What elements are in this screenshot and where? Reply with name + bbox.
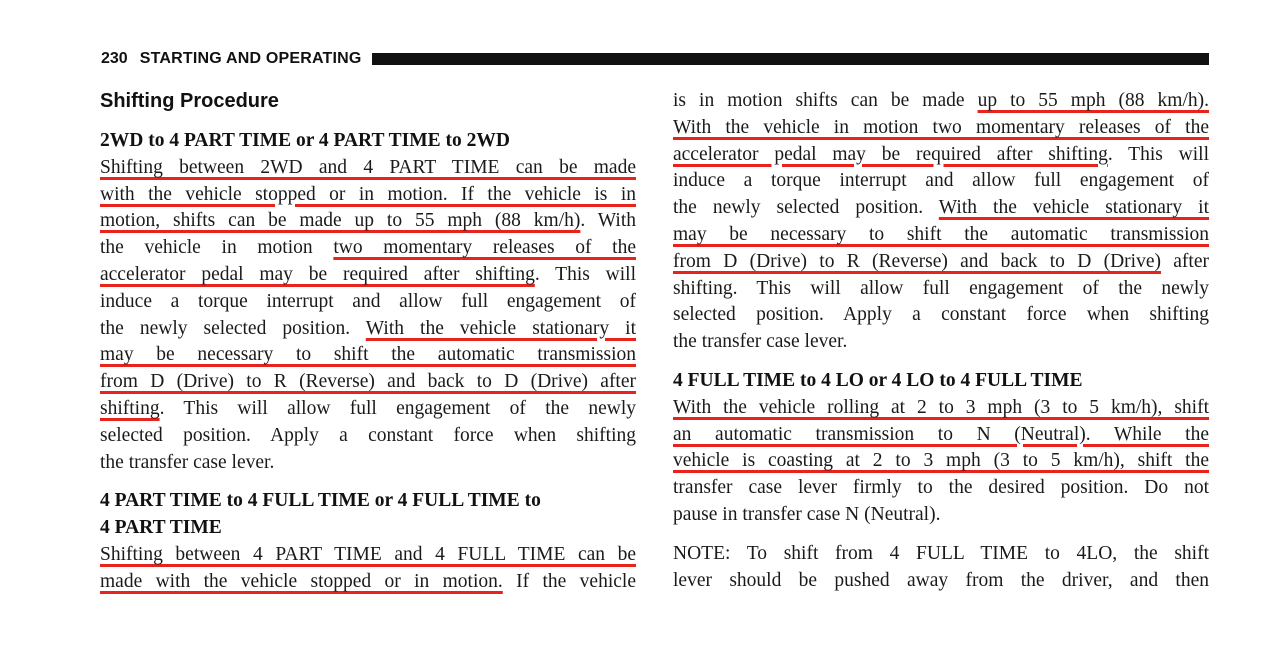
text-line bbox=[673, 448, 1209, 475]
highlighted-text: made with the vehicle stopped or in motion. bbox=[100, 570, 503, 592]
right-column bbox=[673, 88, 1209, 594]
subheading-4parttime-4fulltime-cont: 4 PART TIME bbox=[100, 517, 222, 539]
left-column bbox=[100, 88, 636, 596]
text-line bbox=[100, 289, 636, 316]
text-line bbox=[673, 142, 1209, 169]
text-line bbox=[100, 262, 636, 289]
plain-text: the transfer case lever. bbox=[673, 331, 848, 353]
note-text: lever should be pushed away from the driver, and then bbox=[673, 569, 1209, 591]
subheading-2wd-4parttime: 2WD to 4 PART TIME or 4 PART TIME to 2WD bbox=[100, 130, 510, 151]
highlighted-text: vehicle is coasting at 2 to 3 mph (3 to 5 km/h), shift the bbox=[673, 450, 1209, 472]
highlighted-text: Shifting between 4 PART TIME and 4 FULL TIME can be bbox=[100, 543, 636, 565]
highlighted-text: two momentary releases of the bbox=[333, 237, 636, 259]
text-line bbox=[673, 222, 1209, 249]
highlighted-text: With the vehicle stationary it bbox=[365, 317, 636, 339]
highlighted-text: may be necessary to shift the automatic transmission bbox=[100, 344, 636, 366]
text-line bbox=[673, 276, 1209, 303]
highlighted-text: accelerator pedal may be required after shifting bbox=[673, 143, 1108, 165]
plain-text: If the vehicle bbox=[502, 570, 636, 592]
text-line bbox=[100, 182, 636, 209]
plain-text: the vehicle in motion bbox=[100, 237, 334, 259]
plain-text: the transfer case lever. bbox=[100, 451, 275, 473]
text-line bbox=[673, 329, 1209, 356]
highlighted-text: With the vehicle in motion two momentary releases of the bbox=[673, 116, 1209, 138]
text-line bbox=[100, 569, 636, 596]
text-line bbox=[100, 342, 636, 369]
highlighted-text: With the vehicle stationary it bbox=[938, 197, 1209, 219]
text-line bbox=[100, 208, 636, 235]
plain-text: . With bbox=[580, 210, 636, 232]
text-line bbox=[100, 542, 636, 569]
page-header bbox=[101, 50, 1209, 68]
text-line bbox=[100, 369, 636, 396]
highlighted-text: accelerator pedal may be required after shifting bbox=[100, 263, 535, 285]
text-line bbox=[673, 422, 1209, 449]
text-line bbox=[100, 155, 636, 182]
text-line bbox=[100, 316, 636, 343]
plain-text: transfer case lever firmly to the desired position. Do not bbox=[673, 477, 1209, 499]
note-text: NOTE: To shift from 4 FULL TIME to 4LO, the shift bbox=[673, 542, 1209, 564]
plain-text: the newly selected position. bbox=[100, 317, 366, 339]
highlighted-text: With the vehicle rolling at 2 to 3 mph (3 to 5 km/h), shift bbox=[673, 396, 1209, 418]
plain-text: induce a torque interrupt and allow full engagement of bbox=[673, 170, 1209, 192]
text-line bbox=[673, 115, 1209, 142]
subheading-4fulltime-4lo: 4 FULL TIME to 4 LO or 4 LO to 4 FULL TIME bbox=[673, 369, 1083, 391]
section-title: Shifting Procedure bbox=[100, 90, 279, 112]
text-line bbox=[100, 423, 636, 450]
plain-text: the newly selected position. bbox=[673, 197, 939, 219]
text-line bbox=[673, 502, 1209, 529]
header-rule bbox=[372, 53, 1209, 65]
highlighted-text: may be necessary to shift the automatic transmission bbox=[673, 223, 1209, 245]
text-line bbox=[673, 475, 1209, 502]
note-line bbox=[673, 568, 1209, 595]
highlighted-text: from D (Drive) to R (Reverse) and back to D (Drive) bbox=[673, 250, 1161, 272]
plain-text: shifting. This will allow full engagement of the newly bbox=[673, 277, 1209, 299]
text-line bbox=[100, 450, 636, 477]
plain-text: induce a torque interrupt and allow full engagement of bbox=[100, 290, 636, 312]
plain-text: pause in transfer case N (Neutral). bbox=[673, 503, 941, 525]
spacer bbox=[673, 356, 1209, 368]
plain-text: . This will bbox=[534, 263, 636, 285]
plain-text: is in motion shifts can be made bbox=[673, 90, 978, 111]
plain-text: . This will bbox=[1107, 143, 1209, 165]
text-line bbox=[673, 395, 1209, 422]
chapter-title: STARTING AND OPERATING bbox=[139, 50, 362, 67]
text-line bbox=[673, 302, 1209, 329]
text-line bbox=[100, 235, 636, 262]
page-number: 230 bbox=[101, 50, 128, 67]
plain-text: selected position. Apply a constant force when shifting bbox=[673, 304, 1209, 326]
highlighted-text: motion, shifts can be made up to 55 mph (88 km/h) bbox=[100, 210, 581, 232]
plain-text: after bbox=[1160, 250, 1209, 272]
text-line bbox=[100, 396, 636, 423]
highlighted-text: up to 55 mph (88 km/h). bbox=[977, 90, 1209, 111]
highlighted-text: Shifting between 2WD and 4 PART TIME can be made bbox=[100, 156, 636, 178]
spacer bbox=[673, 529, 1209, 541]
highlighted-text: from D (Drive) to R (Reverse) and back to D (Drive) after bbox=[100, 371, 636, 393]
text-line bbox=[673, 195, 1209, 222]
highlighted-text: with the vehicle stopped or in motion. If the vehicle is in bbox=[100, 183, 636, 205]
highlighted-text: shifting bbox=[100, 397, 160, 419]
highlighted-text: an automatic transmission to N (Neutral). While the bbox=[673, 423, 1209, 445]
spacer bbox=[100, 476, 636, 488]
text-line bbox=[673, 168, 1209, 195]
text-line bbox=[673, 88, 1209, 115]
text-line bbox=[673, 249, 1209, 276]
plain-text: selected position. Apply a constant force when shifting bbox=[100, 424, 636, 446]
plain-text: . This will allow full engagement of the newly bbox=[159, 397, 636, 419]
subheading-4parttime-4fulltime: 4 PART TIME to 4 FULL TIME or 4 FULL TIME to bbox=[100, 490, 541, 512]
note-line bbox=[673, 541, 1209, 568]
